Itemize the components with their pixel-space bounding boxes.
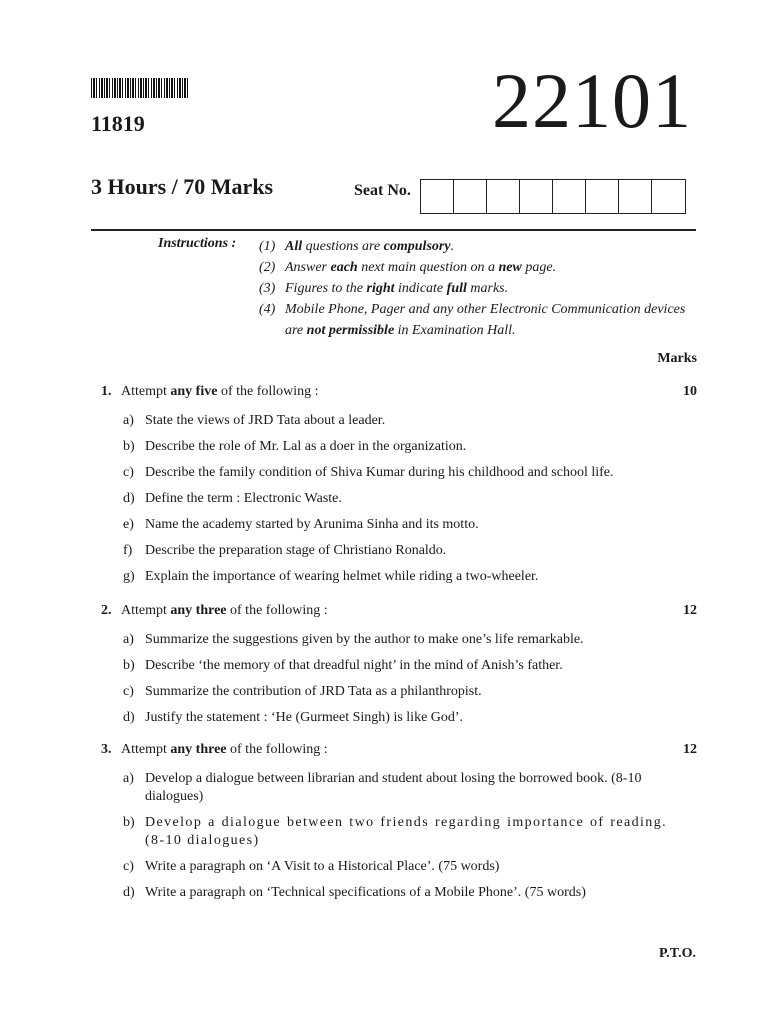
sub-question: d) Write a paragraph on ‘Technical specifications of a Mobile Phone’. (75 words): [123, 885, 586, 900]
sub-question: b) Describe the role of Mr. Lal as a doer in the organization.: [123, 439, 467, 454]
seat-number-boxes: [420, 179, 686, 214]
seat-number-label: Seat No.: [354, 182, 411, 199]
seat-box: [421, 180, 454, 213]
question-number: 1.: [101, 384, 112, 399]
question-marks: 10: [683, 384, 697, 399]
question-header: [101, 742, 697, 762]
marks-column-heading: Marks: [657, 351, 697, 366]
sub-question: a) Summarize the suggestions given by the author to make one’s life remarkable.: [123, 632, 584, 647]
question-2: [101, 603, 697, 727]
sub-question: c) Summarize the contribution of JRD Tata as a philanthropist.: [123, 684, 482, 699]
sub-question: e) Name the academy started by Arunima Sinha and its motto.: [123, 517, 479, 532]
question-header: [101, 384, 697, 404]
instruction-text: All questions are compulsory.: [285, 239, 455, 254]
seat-box: [553, 180, 586, 213]
sub-question: b) Describe ‘the memory of that dreadful night’ in the mind of Anish’s father.: [123, 658, 563, 673]
instructions-list: [259, 236, 699, 341]
question-number: 2.: [101, 603, 112, 618]
sub-question: c) Write a paragraph on ‘A Visit to a Historical Place’. (75 words): [123, 859, 500, 874]
question-prompt: 1. Attempt any five of the following :: [101, 384, 319, 399]
sub-question: b) Develop a dialogue between two friends regarding importance of reading. (8-10 dialogues): [123, 815, 667, 848]
sub-question: d) Define the term : Electronic Waste.: [123, 491, 342, 506]
instruction-item: [259, 257, 699, 278]
question-prompt: 2. Attempt any three of the following :: [101, 603, 328, 618]
seat-box: [619, 180, 652, 213]
question-number: 3.: [101, 742, 112, 757]
instruction-text: Answer each next main question on a new page.: [285, 260, 557, 275]
instruction-text: Figures to the right indicate full marks.: [285, 281, 509, 296]
question-header: [101, 603, 697, 623]
instruction-number: (2): [259, 260, 276, 275]
sub-question: g) Explain the importance of wearing helmet while riding a two-wheeler.: [123, 569, 539, 584]
instruction-item: [259, 299, 699, 341]
instruction-number: (4): [259, 302, 276, 317]
instruction-number: (1): [259, 239, 276, 254]
question-1: [101, 384, 697, 586]
please-turn-over: P.T.O.: [659, 946, 696, 961]
paper-code: 22101: [492, 57, 692, 144]
seat-box: [454, 180, 487, 213]
instructions-label: Instructions :: [158, 236, 237, 251]
seat-box: [652, 180, 685, 213]
question-prompt: 3. Attempt any three of the following :: [101, 742, 328, 757]
barcode-image: [91, 78, 189, 98]
instruction-text: Mobile Phone, Pager and any other Electronic Communication devices are not permissible in Examination Hall.: [285, 302, 686, 338]
sub-question: c) Describe the family condition of Shiva Kumar during his childhood and school life.: [123, 465, 614, 480]
instruction-item: [259, 278, 699, 299]
duration-marks: 3 Hours / 70 Marks: [91, 174, 274, 199]
question-3: [101, 742, 697, 902]
seat-box: [487, 180, 520, 213]
header-divider: [91, 229, 696, 231]
question-marks: 12: [683, 603, 697, 618]
sub-question: a) State the views of JRD Tata about a leader.: [123, 413, 386, 428]
seat-box: [520, 180, 553, 213]
seat-box: [586, 180, 619, 213]
serial-number: 11819: [91, 111, 145, 136]
sub-question: d) Justify the statement : ‘He (Gurmeet Singh) is like God’.: [123, 710, 464, 725]
instruction-number: (3): [259, 281, 276, 296]
question-marks: 12: [683, 742, 697, 757]
instruction-item: [259, 236, 699, 257]
sub-question: a) Develop a dialogue between librarian and student about losing the borrowed book. (8-10 dialogues): [123, 771, 642, 804]
sub-question: f) Describe the preparation stage of Christiano Ronaldo.: [123, 543, 447, 558]
